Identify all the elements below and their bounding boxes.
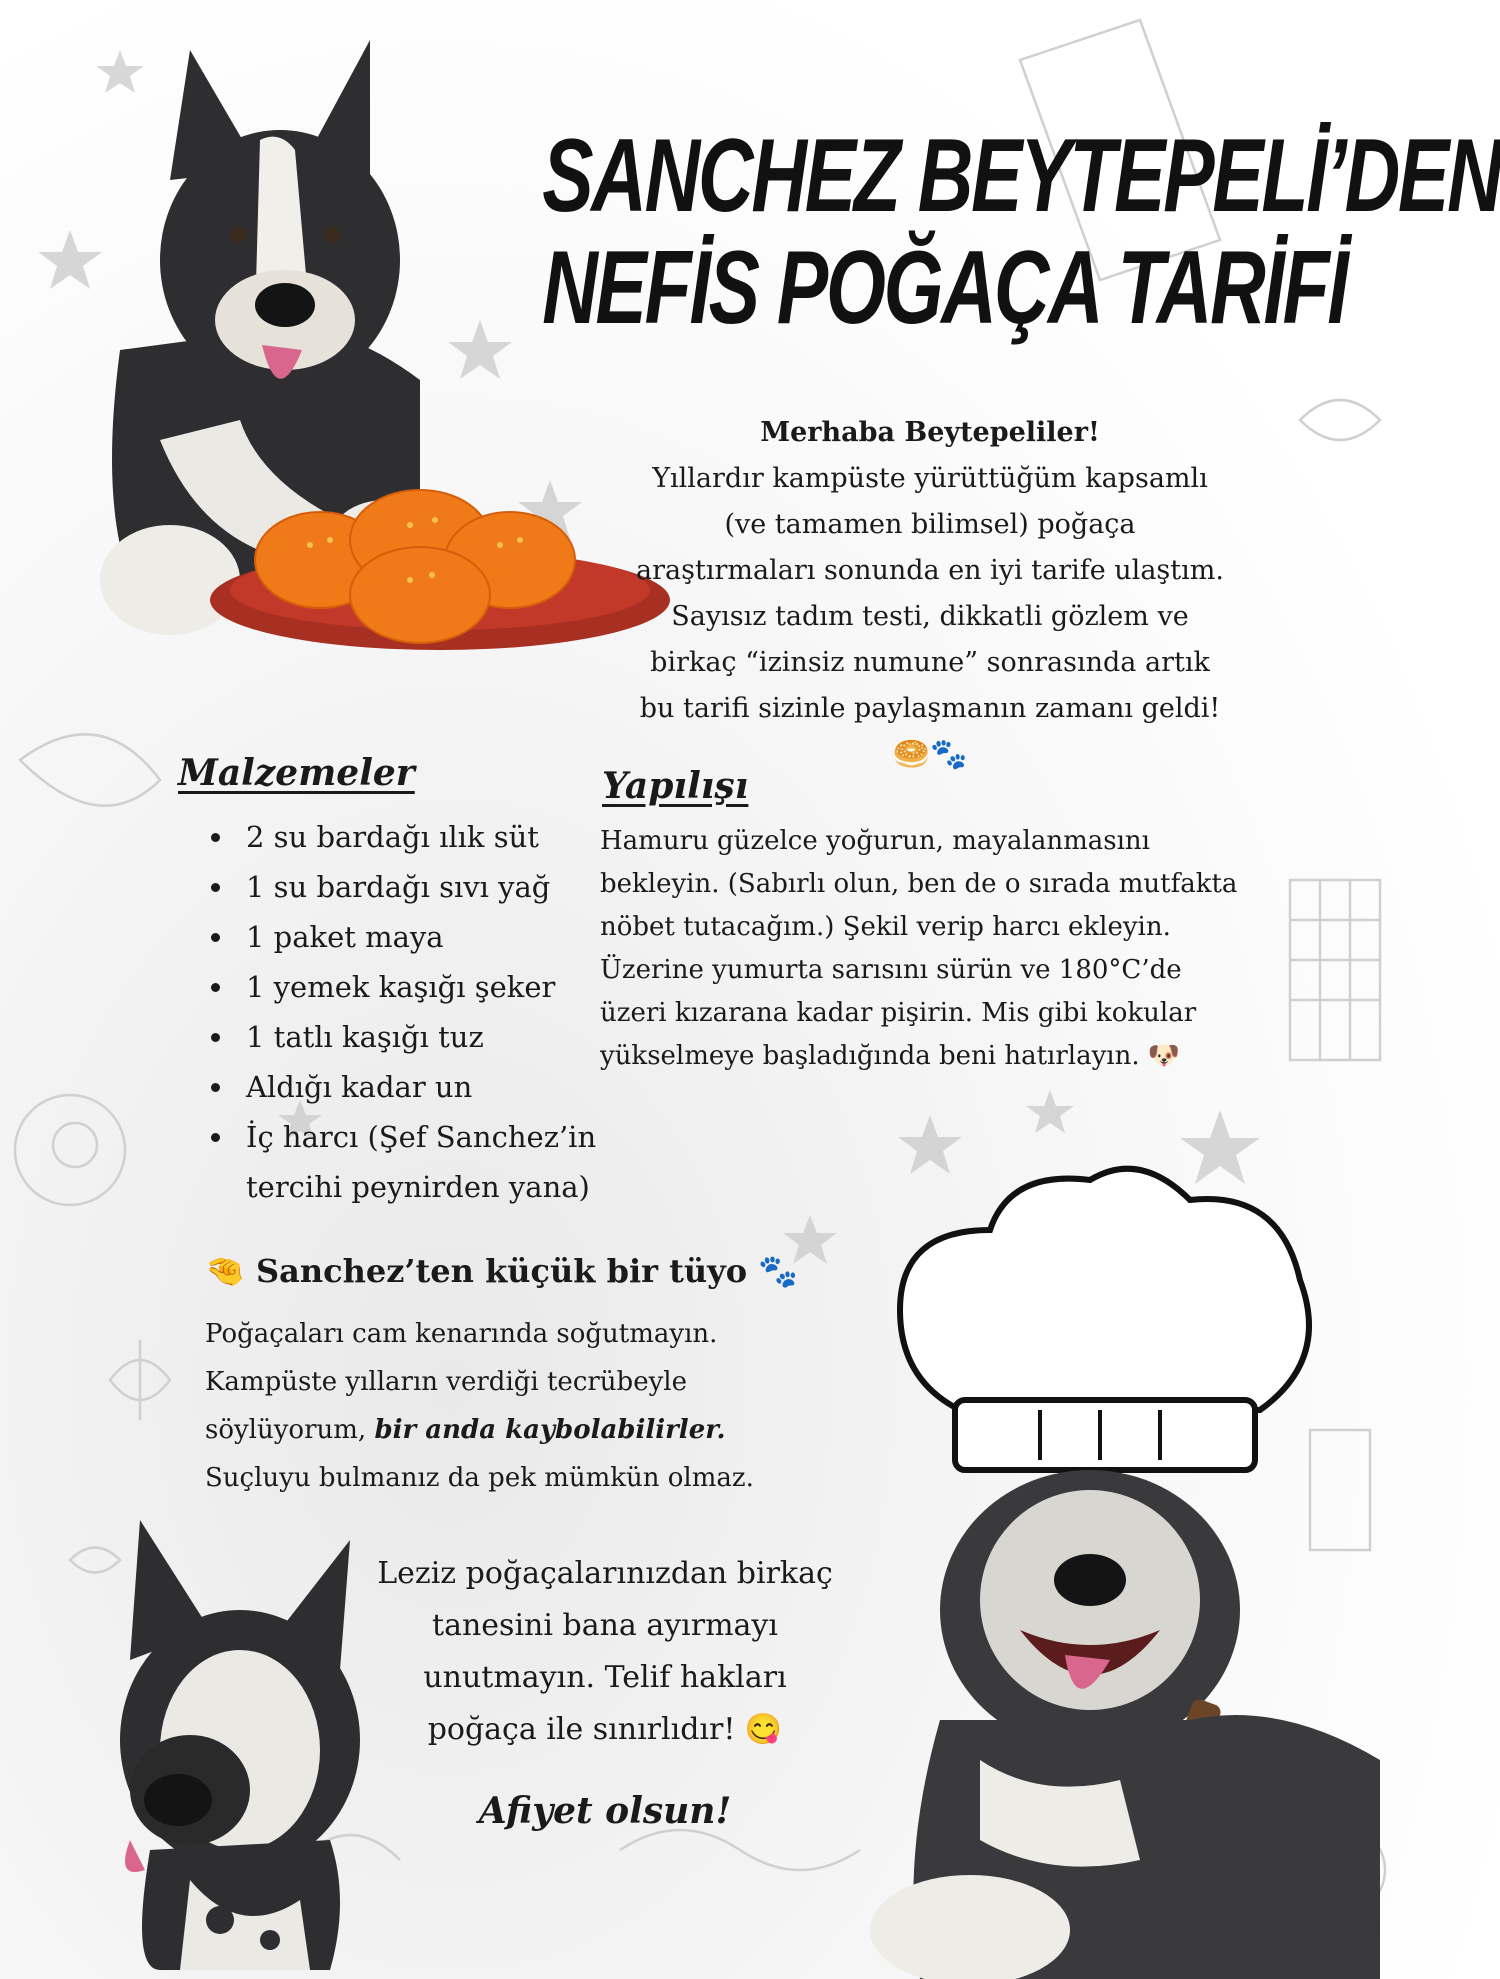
method-line: bekleyin. (Sabırlı olun, ben de o sırada mutfakta bbox=[600, 869, 1238, 899]
ingredient-item: • 1 paket maya bbox=[236, 912, 756, 962]
intro-greeting: Merhaba Beytepeliler! bbox=[760, 417, 1100, 448]
closing-line: tanesini bana ayırmayı bbox=[432, 1608, 778, 1643]
method-line: Üzerine yumurta sarısını sürün ve 180°C’de bbox=[600, 955, 1182, 985]
tip-heading bbox=[205, 1252, 805, 1290]
tip-title-text: Sanchez’ten küçük bir tüyo bbox=[255, 1252, 748, 1290]
ingredient-item: • İç harcı (Şef Sanchez’in tercihi peynirden yana) bbox=[236, 1112, 686, 1212]
tip-line: Kampüste yılların verdiği tecrübeyle bbox=[205, 1367, 687, 1397]
bagel-paw-emoji: 🥯🐾 bbox=[892, 737, 968, 772]
page-title bbox=[542, 118, 1500, 346]
dog-with-pogaca-image bbox=[40, 20, 600, 650]
closing-line: poğaça ile sınırlıdır! 😋 bbox=[427, 1712, 783, 1747]
paw-icon: 🐾 bbox=[758, 1252, 799, 1290]
tip-emphasis: bir anda kaybolabilirler. bbox=[374, 1415, 726, 1445]
tip-line-text: söylüyorum, bbox=[205, 1415, 375, 1445]
chef-dog-image bbox=[860, 1160, 1380, 1979]
intro-line: Yıllardır kampüste yürüttüğüm kapsamlı bbox=[652, 463, 1208, 494]
ingredient-item: • 2 su bardağı ılık süt bbox=[236, 812, 756, 862]
pinch-hand-icon: 🤏 bbox=[205, 1252, 245, 1290]
tip-line: Suçluyu bulmanız da pek mümkün olmaz. bbox=[205, 1463, 754, 1493]
tip-line bbox=[205, 1406, 845, 1454]
intro-line: araştırmaları sonunda en iyi tarife ulaştım. bbox=[636, 555, 1224, 586]
method-steps bbox=[600, 820, 1300, 1078]
title-line-2: NEFİS POĞAÇA TARİFİ bbox=[542, 230, 1347, 346]
ingredient-item: • 1 tatlı kaşığı tuz bbox=[236, 1012, 756, 1062]
signoff: Afiyet olsun! bbox=[478, 1790, 732, 1832]
title-line-1: SANCHEZ BEYTEPELİ’DEN bbox=[542, 118, 1500, 234]
method-line: üzeri kızarana kadar pişirin. Mis gibi kokular bbox=[600, 998, 1197, 1028]
dog-portrait-image bbox=[70, 1500, 390, 1970]
ingredient-item: • Aldığı kadar un bbox=[236, 1062, 756, 1112]
intro-line: bu tarifi sizinle paylaşmanın zamanı geldi! bbox=[639, 693, 1221, 724]
closing-line: Leziz poğaçalarınızdan birkaç bbox=[377, 1556, 833, 1591]
ingredients-heading: Malzemeler bbox=[178, 752, 415, 794]
method-line: nöbet tutacağım.) Şekil verip harcı ekleyin. bbox=[600, 912, 1171, 942]
method-line: Hamuru güzelce yoğurun, mayalanmasını bbox=[600, 826, 1150, 856]
closing-paragraph bbox=[355, 1548, 855, 1756]
tip-line: Poğaçaları cam kenarında soğutmayın. bbox=[205, 1319, 718, 1349]
intro-line: (ve tamamen bilimsel) poğaça bbox=[724, 509, 1136, 540]
intro-paragraph bbox=[580, 410, 1280, 778]
ingredient-item: • 1 yemek kaşığı şeker bbox=[236, 962, 756, 1012]
method-heading: Yapılışı bbox=[602, 765, 749, 807]
ingredient-item: • 1 su bardağı sıvı yağ bbox=[236, 862, 756, 912]
method-line: yükselmeye başladığında beni hatırlayın. 🐶 bbox=[600, 1041, 1181, 1071]
tip-body bbox=[205, 1310, 845, 1502]
chef-hat-icon bbox=[900, 1169, 1309, 1470]
intro-line: Sayısız tadım testi, dikkatli gözlem ve bbox=[671, 601, 1189, 632]
closing-line: unutmayın. Telif hakları bbox=[423, 1660, 787, 1695]
intro-line: birkaç “izinsiz numune” sonrasında artık bbox=[650, 647, 1210, 678]
